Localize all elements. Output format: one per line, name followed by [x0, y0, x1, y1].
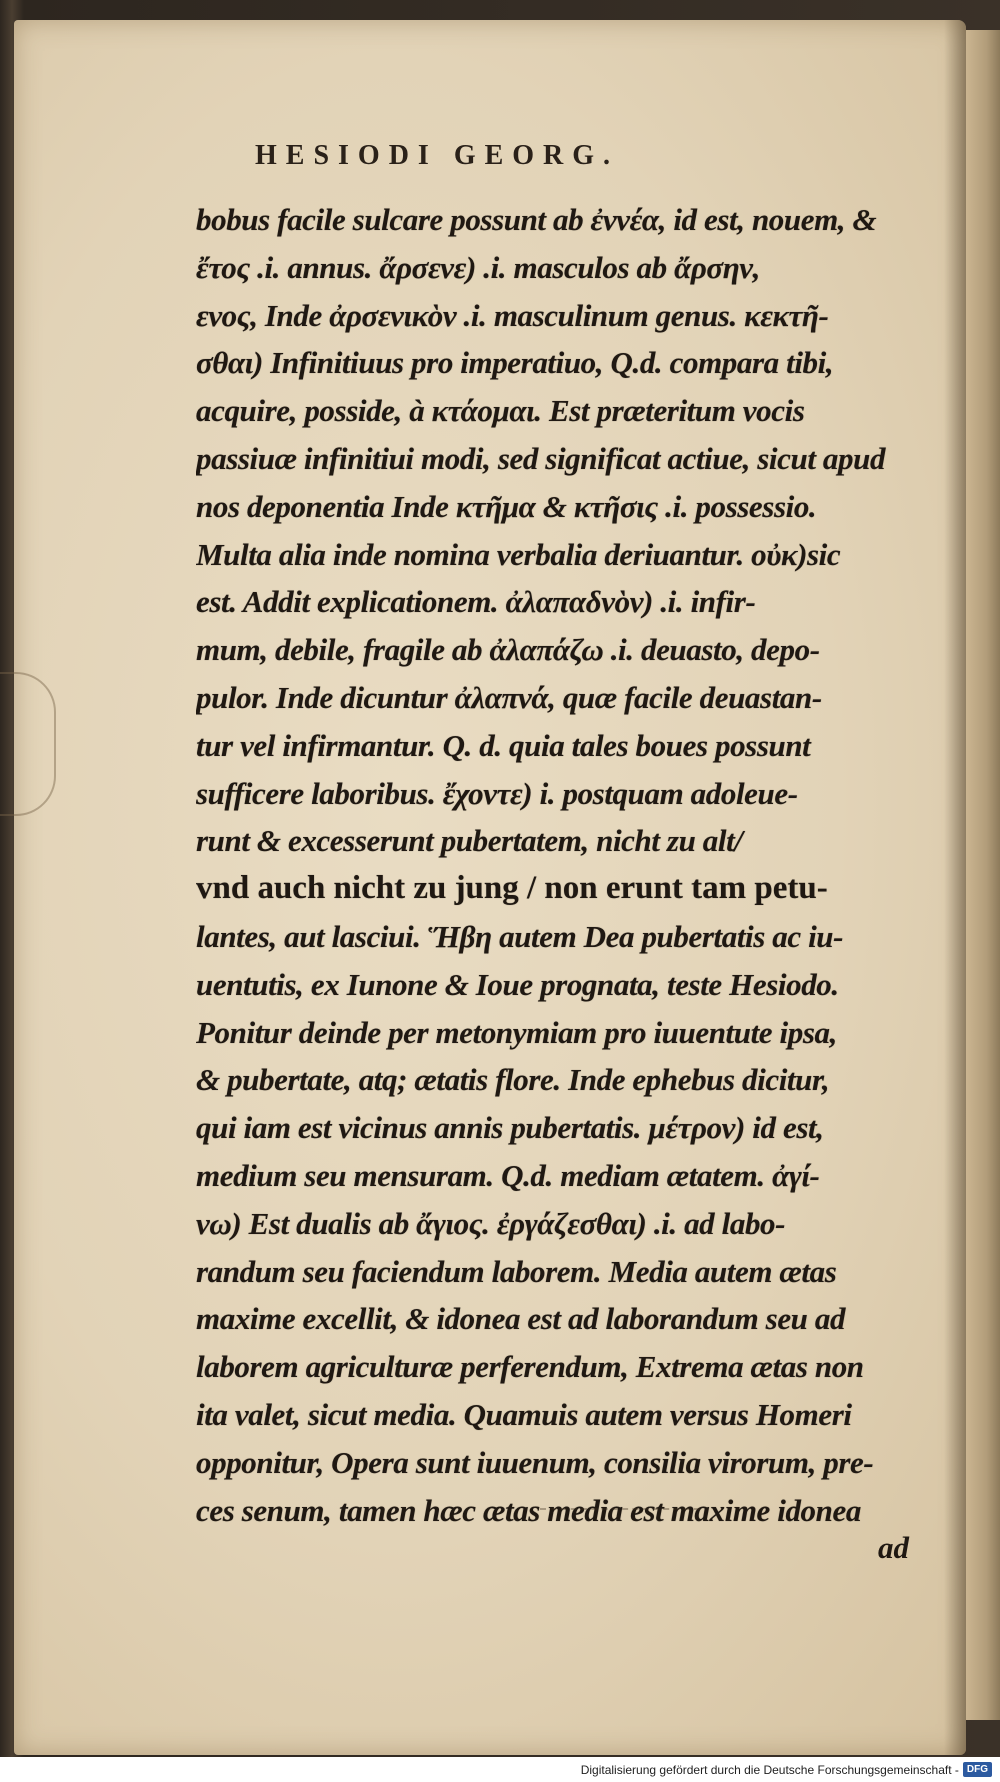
text-line: bobus facile sulcare possunt ab ἐννέα, id est, nouem, &	[196, 202, 877, 237]
text-line: pulor. Inde dicuntur ἀλαπνά, quæ facile deuastan-	[196, 679, 822, 715]
text-line: runt & excesserunt pubertatem, nicht zu alt/	[196, 823, 743, 859]
running-head: HESIODI GEORG.	[255, 140, 620, 171]
text-line: vnd auch nicht zu jung / non erunt tam petu-	[196, 870, 828, 907]
text-line: Ponitur deinde per metonymiam pro iuuentute ipsa,	[196, 1014, 837, 1050]
text-line: uentutis, ex Iunone & Ioue prognata, teste Hesiodo.	[196, 966, 839, 1002]
text-line: νω) Est dualis ab ἄγιος. ἐργάζεσθαι) .i. ad labo-	[196, 1205, 786, 1241]
text-line: mum, debile, fragile ab ἀλαπάζω .i. deuasto, depo-	[196, 632, 820, 668]
text-line: ἔτος .i. annus. ἄρσενε) .i. masculos ab ἄρσην,	[196, 249, 761, 285]
text-line: laborem agriculturæ perferendum, Extrema ætas non	[196, 1349, 864, 1385]
text-line: ita valet, sicut media. Quamuis autem versus Homeri	[196, 1396, 852, 1432]
dfg-logo-icon: DFG	[963, 1762, 992, 1777]
binding-notch	[0, 672, 56, 816]
text-line: acquire, posside, à κτάομαι. Est præteritum vocis	[196, 393, 805, 429]
text-line: passiuæ infinitiui modi, sed significat actiue, sicut apud	[196, 440, 886, 476]
text-line: σθαι) Infinitiuus pro imperatiuo, Q.d. compara tibi,	[196, 345, 834, 381]
text-line: Multa alia inde nomina verbalia deriuantur. οὐκ)sic	[196, 536, 841, 572]
text-line: tur vel infirmantur. Q. d. quia tales boues possunt	[196, 727, 811, 763]
text-line: ces senum, tamen hæc ætas media est maxime idonea	[196, 1492, 861, 1528]
catchword: ad	[878, 1530, 909, 1565]
text-line: sufficere laboribus. ἔχοντε) i. postquam adoleue-	[196, 775, 798, 811]
text-line: ενος, Inde ἀρσενικὸν .i. masculinum genus. κεκτῆ-	[196, 297, 829, 333]
footer-credit: Digitalisierung gefördert durch die Deutsche Forschungsgemeinschaft -	[580, 1762, 959, 1777]
text-line: maxime excellit, & idonea est ad laborandum seu ad	[196, 1301, 846, 1337]
text-line: est. Addit explicationem. ἀλαπαδνὸν) .i. infir-	[196, 584, 756, 620]
next-page-edge	[966, 30, 1000, 1720]
text-line: randum seu faciendum laborem. Media autem ætas	[196, 1253, 837, 1289]
text-line: nos deponentia Inde κτῆμα & κτῆσις .i. possessio.	[196, 488, 817, 524]
text-line: qui iam est vicinus annis pubertatis. μέτρον) id est,	[196, 1110, 824, 1146]
page-mark	[540, 1508, 700, 1512]
digitization-footer	[0, 1757, 1000, 1782]
text-line: lantes, aut lasciui. Ἥβη autem Dea pubertatis ac iu-	[196, 918, 844, 954]
text-block	[196, 196, 948, 1534]
text-line: opponitur, Opera sunt iuuenum, consilia virorum, pre-	[196, 1444, 874, 1480]
text-line: & pubertate, atq; ætatis flore. Inde ephebus dicitur,	[196, 1062, 830, 1098]
text-line: medium seu mensuram. Q.d. mediam ætatem. ἀγί-	[196, 1157, 820, 1193]
